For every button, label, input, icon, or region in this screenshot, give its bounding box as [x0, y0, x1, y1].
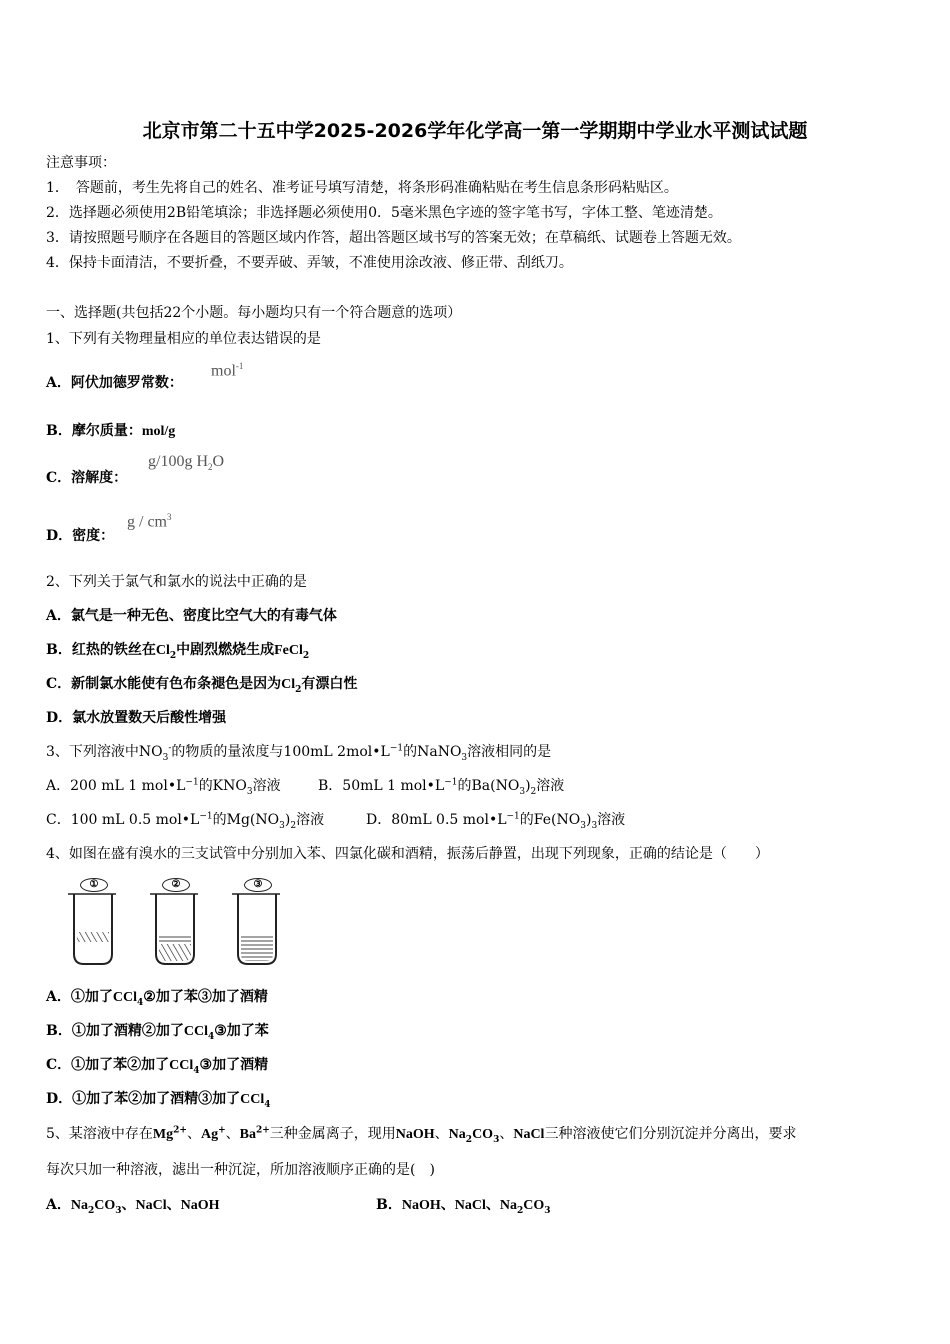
q3-option-d	[366, 809, 625, 831]
q5-a-pre: A．	[46, 1197, 71, 1213]
q1-a-label: A．阿伏加德罗常数：	[46, 375, 183, 391]
q3-b-end: 溶液	[536, 778, 565, 794]
q5-option-b	[376, 1194, 551, 1216]
q3-b-mid2: )	[525, 778, 531, 794]
q4-b-ccl: CCl	[183, 1024, 208, 1039]
q1-stem: 1、下列有关物理量相应的单位表达错误的是	[46, 331, 321, 347]
tube-3	[232, 894, 280, 964]
q2-option-d: D．氯水放置数天后酸性增强	[46, 710, 227, 726]
q3-c-mid2: )	[284, 812, 291, 828]
q5-ba: Ba	[239, 1127, 256, 1142]
q3-c-sup: −1	[199, 811, 213, 822]
q2-c-sub: 2	[295, 684, 302, 695]
q5-b-pre: B．	[376, 1197, 402, 1213]
q3-a-pre: A．200 mL 1 mol•L	[46, 778, 186, 794]
q3-stem-end-sub: 3	[461, 752, 468, 763]
q4-b-end: ③加了苯	[214, 1023, 269, 1039]
notice-item-4: 4．保持卡面清洁，不要折叠，不要弄破、弄皱，不准使用涂改液、修正带、刮纸刀。	[46, 255, 573, 271]
q2-b-end: FeCl	[274, 643, 303, 658]
q5-na2co3-a-sub: 2	[465, 1134, 473, 1145]
q3-stem	[46, 741, 551, 763]
q3-c-mid: 的Mg(NO	[212, 812, 280, 828]
q5-stem-line1	[46, 1123, 796, 1145]
q3-stem-sup2: −1	[389, 743, 404, 754]
q5-stem-mid: 三种金属离子，现用	[269, 1126, 396, 1142]
q2-c-pre: C．新制氯水能使有色布条褪色是因为	[46, 676, 282, 692]
q4-c-sub: 4	[193, 1065, 200, 1076]
q3-stem-post: 的物质的量浓度与100mL 2mol•L	[171, 744, 390, 760]
q4-a-end: ②加了苯③加了酒精	[143, 989, 268, 1005]
tube-2	[150, 894, 198, 964]
q3-b-sub: 3	[519, 786, 526, 797]
q1-c-label: C．溶解度：	[46, 470, 128, 486]
q4-c-end: ③加了酒精	[199, 1057, 269, 1073]
q1-b-label: B．摩尔质量：	[46, 423, 142, 439]
q4-d-sub: 4	[264, 1099, 271, 1110]
q4-a-ccl: CCl	[112, 990, 137, 1005]
q4-d-pre: D．①加了苯②加了酒精③加了	[46, 1091, 241, 1107]
q2-c-end: 有漂白性	[301, 676, 358, 692]
q5-na2co3-a: Na	[448, 1127, 466, 1142]
tube-label-1: ①	[80, 878, 108, 892]
q5-ag: Ag	[200, 1127, 219, 1142]
q4-c-ccl: CCl	[169, 1058, 194, 1073]
q1-d-unit-text: g / cm	[127, 513, 167, 531]
q3-stem-pre: 3、下列溶液中NO	[46, 744, 163, 760]
q2-b-sub: 2	[169, 650, 177, 661]
q5-stem-pre: 5、某溶液中存在	[46, 1126, 153, 1142]
q3-option-c	[46, 809, 324, 831]
q4-option-d	[46, 1088, 271, 1110]
q5-a-3: 、NaCl、NaOH	[121, 1198, 220, 1213]
q3-c-pre: C．100 mL 0.5 mol•L	[46, 812, 200, 828]
q1-a-unit	[211, 361, 243, 380]
q3-c-sub: 3	[279, 820, 285, 831]
q5-stem-end: 三种溶液使它们分别沉淀并分离出，要求	[544, 1126, 797, 1142]
q5-a-1: Na	[70, 1198, 88, 1213]
q3-option-b	[318, 775, 564, 797]
notice-item-1: 1． 答题前，考生先将自己的姓名、准考证号填写清楚，将条形码准确粘贴在考生信息条形码粘贴区。	[46, 180, 678, 196]
q5-sep1: 、	[186, 1126, 201, 1142]
q3-a-mid: 的KNO	[198, 778, 247, 794]
q5-na2co3-b: CO	[472, 1127, 494, 1142]
tube-1	[68, 894, 116, 964]
q3-b-mid: 的Ba(NO	[457, 778, 520, 794]
q1-c-unit-sub: 2	[208, 462, 213, 473]
q5-a-1-sub: 2	[88, 1205, 95, 1216]
q4-option-b	[46, 1020, 269, 1042]
q3-d-pre: D．80mL 0.5 mol•L	[366, 812, 507, 828]
q4-c-pre: C．①加了苯②加了	[46, 1057, 170, 1073]
q3-d-end: 溶液	[597, 812, 626, 828]
q1-option-a	[46, 372, 183, 392]
q3-b-sup: −1	[444, 777, 458, 788]
test-tubes-figure	[64, 876, 324, 968]
q3-stem-sub: 3	[162, 752, 169, 763]
q4-a-pre: A．①加了	[46, 989, 113, 1005]
q3-stem-end-pre: 的NaNO	[403, 744, 462, 760]
q1-d-label: D．密度：	[46, 528, 115, 544]
q3-a-end: 溶液	[252, 778, 281, 794]
section-heading: 一、选择题(共包括22个小题。每小题均只有一个符合题意的选项）	[46, 305, 462, 321]
q5-ag-sup: +	[218, 1125, 226, 1136]
q3-option-a	[46, 775, 281, 797]
q5-option-a	[46, 1194, 220, 1216]
q3-a-sub: 3	[246, 786, 253, 797]
q1-d-unit-sup: 3	[167, 512, 172, 522]
q3-d-sub2: 3	[591, 820, 598, 831]
q2-b-end-sub: 2	[302, 650, 310, 661]
q3-b-pre: B．50mL 1 mol•L	[318, 778, 445, 794]
notice-item-3: 3．请按照题号顺序在各题目的答题区域内作答，超出答题区域书写的答案无效；在草稿纸、试题卷上答题无效。	[46, 230, 741, 246]
q2-option-c	[46, 673, 357, 695]
q5-b-1-sub: 2	[516, 1205, 524, 1216]
q2-stem: 2、下列关于氯气和氯水的说法中正确的是	[46, 574, 307, 590]
q2-option-a: A．氯气是一种无色、密度比空气大的有毒气体	[46, 608, 337, 624]
q1-c-unit	[148, 453, 224, 472]
page-title: 北京市第二十五中学2025-2026学年化学高一第一学期期中学业水平测试试题	[142, 120, 808, 142]
q1-d-unit	[127, 512, 172, 531]
test-tubes-svg	[64, 876, 324, 968]
q5-mg: Mg	[152, 1127, 174, 1142]
q4-option-c	[46, 1054, 268, 1076]
q2-b-mid: 中剧烈燃烧生成	[176, 642, 275, 658]
tube-label-3: ③	[244, 878, 272, 892]
q1-b-unit: mol/g	[141, 424, 176, 439]
q5-sep4: 、	[499, 1126, 514, 1142]
q5-b-1: NaOH、NaCl、Na	[401, 1198, 517, 1213]
q2-option-b	[46, 639, 309, 661]
q1-option-c	[46, 467, 127, 487]
q3-d-sub: 3	[580, 820, 586, 831]
q5-nacl: NaCl	[513, 1127, 545, 1142]
q4-b-sub: 4	[207, 1031, 215, 1042]
q5-sep3: 、	[434, 1126, 449, 1142]
q3-d-mid2: )	[585, 812, 592, 828]
q5-stem-line2: 每次只加一种溶液，滤出一种沉淀，所加溶液顺序正确的是( )	[46, 1162, 435, 1178]
q4-stem: 4、如图在盛有溴水的三支试管中分别加入苯、四氯化碳和酒精，振荡后静置，出现下列现象，正确的结论是（ ）	[46, 846, 769, 862]
q5-b-2: CO	[523, 1198, 545, 1213]
q3-c-sub2: 2	[290, 820, 297, 831]
q1-a-unit-sup: -1	[235, 361, 244, 371]
q5-sep2: 、	[225, 1126, 240, 1142]
q5-b-2-sub: 3	[544, 1205, 551, 1216]
q3-b-sub2: 2	[530, 786, 537, 797]
q2-b-pre: B．红热的铁丝在	[46, 642, 156, 658]
q5-a-2-sub: 3	[115, 1205, 122, 1216]
q3-stem-sup: -	[168, 743, 172, 754]
notice-item-2: 2．选择题必须使用2B铅笔填涂；非选择题必须使用0．5毫米黑色字迹的签字笔书写，字体工整、笔迹清楚。	[46, 205, 722, 221]
q4-d-ccl: CCl	[240, 1092, 265, 1107]
q5-na2co3-b-sub: 3	[493, 1134, 500, 1145]
notice-heading: 注意事项：	[46, 155, 116, 171]
q4-option-a	[46, 986, 268, 1008]
q1-c-unit-end: O	[212, 453, 225, 470]
q2-c-cl: Cl	[281, 677, 296, 692]
q4-b-pre: B．①加了酒精②加了	[46, 1023, 184, 1039]
q1-option-b	[46, 420, 175, 440]
q3-c-end: 溶液	[296, 812, 325, 828]
q5-naoh: NaOH	[395, 1127, 435, 1142]
q1-option-d	[46, 525, 114, 545]
q3-a-sup: −1	[185, 777, 199, 788]
q3-d-sup: −1	[506, 811, 520, 822]
q4-a-sub: 4	[137, 997, 144, 1008]
q5-a-2: CO	[94, 1198, 116, 1213]
q1-c-unit-main: g/100g H	[148, 453, 208, 470]
q3-d-mid: 的Fe(NO	[519, 812, 581, 828]
q3-stem-end: 溶液相同的是	[467, 744, 552, 760]
q5-ba-sup: 2+	[255, 1125, 270, 1136]
tube-label-2: ②	[162, 878, 190, 892]
q2-b-cl: Cl	[155, 643, 170, 658]
q1-a-unit-text: mol	[211, 362, 236, 380]
q5-mg-sup: 2+	[173, 1125, 187, 1136]
